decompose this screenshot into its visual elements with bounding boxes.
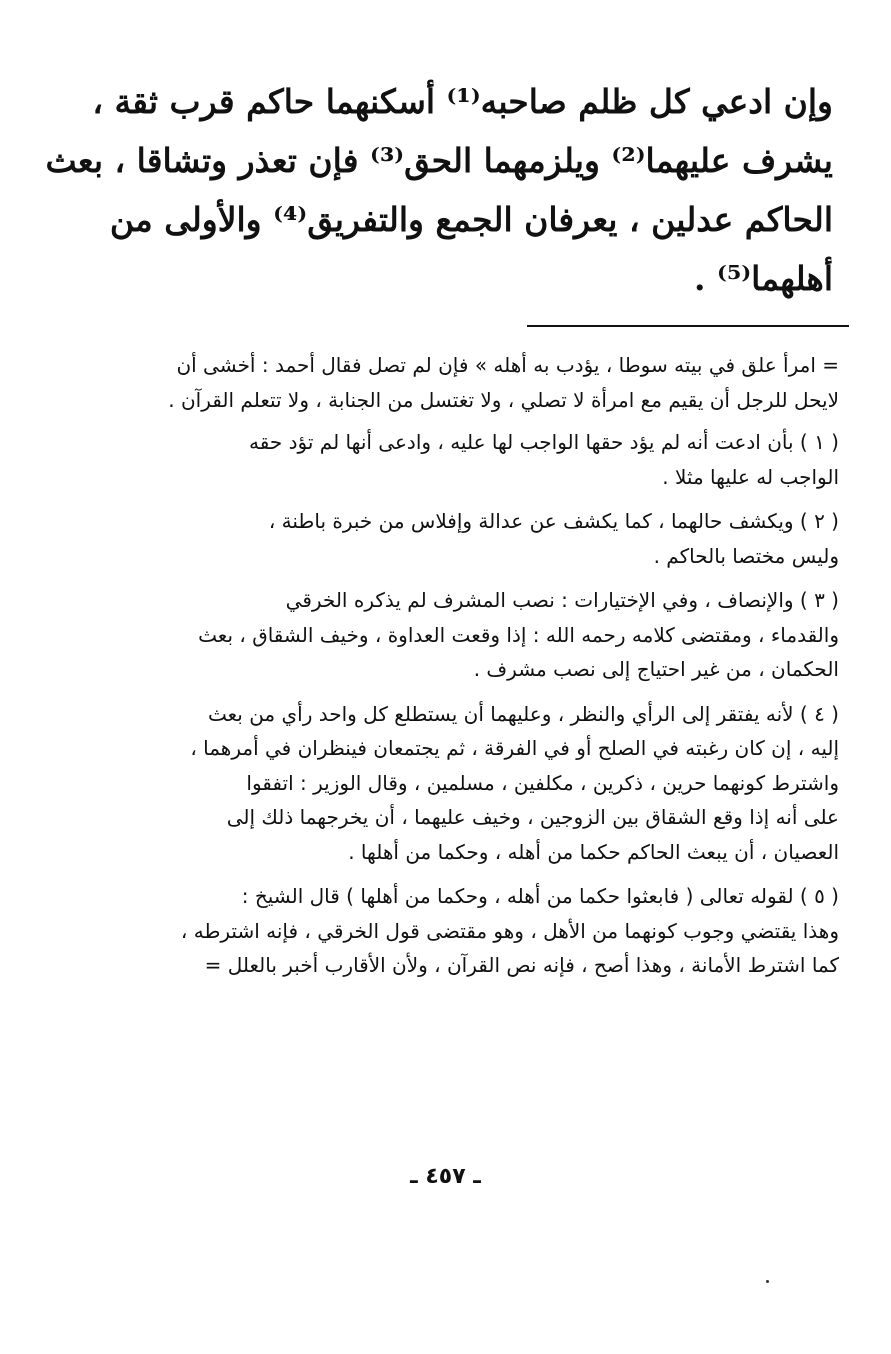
footnote-line: الحكمان ، من غير احتياج إلى نصب مشرف .: [473, 657, 839, 681]
footnote-line: = امرأ علق في بيته سوطا ، يؤدب به أهله » فإن لم تصل فقال أحمد : أخشى أن: [176, 353, 839, 377]
footnote-line: والقدماء ، ومقتضى كلامه رحمه الله : إذا وقعت العداوة ، وخيف الشقاق ، بعث: [198, 622, 839, 647]
footnote-divider: [527, 325, 849, 327]
footnote-5: [49, 879, 839, 983]
footnote-line: وهذا يقتضي وجوب كونهما من الأهل ، وهو مقتضى قول الخرقي ، فإنه اشترطه ،: [180, 918, 839, 943]
footnote-3: [49, 583, 839, 687]
footnote-line: ( ٥ ) لقوله تعالى ( فابعثوا حكما من أهله ، وحكما من أهلها ) قال الشيخ :: [241, 884, 839, 908]
footnotes-block: [49, 348, 839, 993]
footnote-2: [49, 504, 839, 573]
page-number: ـ ٤٥٧ ـ: [410, 1164, 481, 1189]
footnote-line: ( ٢ ) ويكشف حالهما ، كما يكشف عن عدالة وإفلاس من خبرة باطنة ،: [268, 509, 839, 533]
footnote-4: [49, 697, 839, 870]
footnote-line: وليس مختصا بالحاكم .: [653, 543, 839, 568]
footnote-line: ( ٤ ) لأنه يفتقر إلى الرأي والنظر ، وعليهما أن يستطلع كل واحد رأي من بعث: [208, 701, 839, 726]
footnote-line: إليه ، إن كان رغبته في الصلح أو في الفرقة ، ثم يجتمعان فينظران في أمرهما ،: [190, 736, 839, 760]
footnote-line: على أنه إذا وقع الشقاق بين الزوجين ، وخيف عليهما ، أن يخرجهما ذلك إلى: [226, 805, 839, 829]
main-text-line: الحاكم عدلين ، يعرفان الجمع والتفريق⁽⁴⁾ والأولى من: [109, 200, 833, 239]
footnote-1: [49, 425, 839, 494]
footnote-line: واشترط كونهما حرين ، ذكرين ، مكلفين ، مسلمين ، وقال الوزير : اتفقوا: [246, 770, 839, 795]
main-text-block: [45, 72, 833, 308]
main-text-line: وإن ادعي كل ظلم صاحبه⁽¹⁾ أسكنهما حاكم قرب ثقة ،: [92, 82, 833, 121]
scan-speck: [766, 1280, 769, 1283]
footnote-continuation: [49, 348, 839, 417]
main-text-line: أهلهما⁽⁵⁾ .: [694, 259, 833, 298]
footnote-line: لايحل للرجل أن يقيم مع امرأة لا تصلي ، ولا تغتسل من الجنابة ، ولا تتعلم القرآن .: [168, 387, 839, 412]
footnote-line: العصيان ، أن يبعث الحاكم حكما من أهله ، وحكما من أهلها .: [348, 839, 839, 864]
footnote-line: كما اشترط الأمانة ، وهذا أصح ، فإنه نص القرآن ، ولأن الأقارب أخبر بالعلل =: [204, 953, 839, 977]
footnote-line: ( ١ ) بأن ادعت أنه لم يؤد حقها الواجب لها عليه ، وادعى أنها لم تؤد حقه: [249, 430, 839, 454]
footnote-line: ( ٣ ) والإنصاف ، وفي الإختيارات : نصب المشرف لم يذكره الخرقي: [285, 588, 839, 612]
main-text-line: يشرف عليهما⁽²⁾ ويلزمهما الحق⁽³⁾ فإن تعذر وتشاقا ، بعث: [45, 141, 833, 180]
footnote-line: الواجب له عليها مثلا .: [662, 464, 839, 489]
